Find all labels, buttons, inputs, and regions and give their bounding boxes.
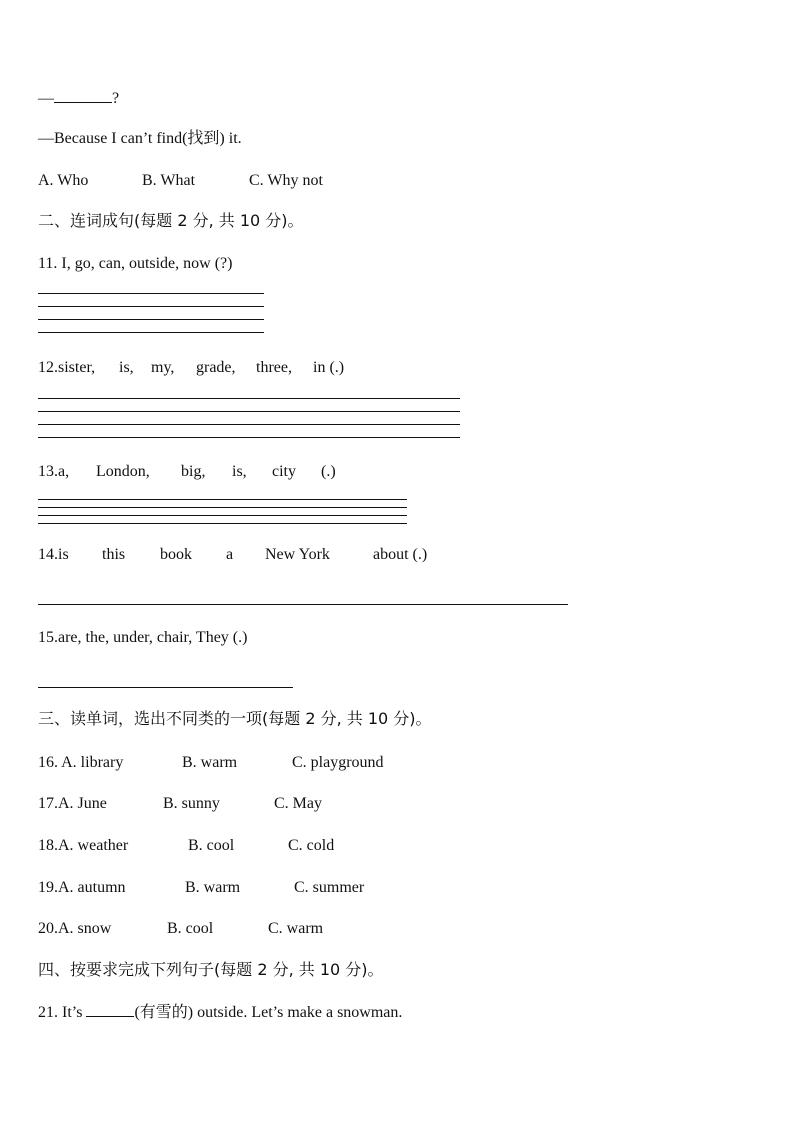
q11-number: 11.: [38, 255, 58, 272]
q10-prompt-line: [38, 88, 119, 109]
q14-word-5: New York: [265, 546, 330, 563]
q17-option-c[interactable]: C. May: [274, 795, 322, 812]
q14-answer-line[interactable]: [38, 604, 568, 605]
q19-option-c[interactable]: C. summer: [294, 879, 365, 896]
q11-prompt: [38, 254, 232, 274]
q10-option-a[interactable]: A. Who: [38, 172, 89, 189]
q18-option-a[interactable]: A. weather: [58, 837, 129, 854]
q17-option-b[interactable]: B. sunny: [163, 795, 220, 812]
q15-prompt: [38, 628, 247, 648]
q20-option-a[interactable]: A. snow: [58, 920, 112, 937]
q16-number-and-option-a: [38, 753, 123, 773]
q14-word-4: a: [226, 546, 234, 563]
q21-text-after: (有雪的) outside. Let’s make a snowman.: [134, 1004, 403, 1021]
q14-number-and-first-word: [38, 545, 69, 565]
answer-blank[interactable]: [54, 88, 112, 103]
question-mark: ?: [112, 90, 120, 107]
q10-option-b[interactable]: B. What: [142, 172, 196, 189]
q19-option-a[interactable]: A. autumn: [58, 879, 126, 896]
q18-option-c[interactable]: C. cold: [288, 837, 335, 854]
q12-number: 12.: [38, 359, 58, 376]
q13-word-3: big,: [181, 463, 206, 480]
q14-number: 14.: [38, 546, 58, 563]
q18-number: 18.: [38, 837, 58, 854]
q11-words: I, go, can, outside, now (?): [57, 255, 233, 272]
q12-word-5: three,: [256, 359, 292, 376]
q17-option-a[interactable]: A. June: [58, 795, 107, 812]
q12-number-and-first-word: [38, 358, 95, 378]
q17-number-and-option-a: [38, 794, 107, 814]
q16-option-c[interactable]: C. playground: [292, 754, 384, 771]
q13-answer-line-1[interactable]: [38, 499, 407, 500]
q12-word-3: my,: [151, 359, 175, 376]
q12-answer-line-2[interactable]: [38, 411, 460, 412]
q21-text-before: It’s: [58, 1004, 87, 1021]
section2-heading: 二、连词成句(每题 2 分, 共 10 分)。: [38, 211, 304, 230]
q13-answer-line-3[interactable]: [38, 515, 407, 516]
q12-answer-line-1[interactable]: [38, 398, 460, 399]
section4-heading: 四、按要求完成下列句子(每题 2 分, 共 10 分)。: [38, 960, 384, 979]
q20-number-and-option-a: [38, 919, 111, 939]
q17-number: 17.: [38, 795, 58, 812]
q21-sentence: [38, 1002, 402, 1023]
dash: —: [38, 90, 54, 107]
q19-number: 19.: [38, 879, 58, 896]
q14-word-1: is: [58, 546, 69, 563]
q15-words: are, the, under, chair, They (.): [58, 629, 248, 646]
q12-word-1: sister,: [58, 359, 96, 376]
q13-word-1: a,: [58, 463, 70, 480]
q14-word-3: book: [160, 546, 192, 563]
q20-number: 20.: [38, 920, 58, 937]
q11-answer-line-4[interactable]: [38, 332, 264, 333]
q16-option-b[interactable]: B. warm: [182, 754, 238, 771]
q21-number: 21.: [38, 1004, 58, 1021]
q18-number-and-option-a: [38, 836, 128, 856]
q21-answer-blank[interactable]: [86, 1002, 134, 1017]
q13-number: 13.: [38, 463, 58, 480]
q12-word-6: in (.): [313, 359, 345, 376]
q12-word-2: is,: [119, 359, 134, 376]
q19-number-and-option-a: [38, 878, 126, 898]
q16-number: 16.: [38, 754, 58, 771]
q13-answer-line-4[interactable]: [38, 523, 407, 524]
q18-option-b[interactable]: B. cool: [188, 837, 235, 854]
q13-word-4: is,: [232, 463, 247, 480]
q13-word-6: (.): [321, 463, 336, 480]
q11-answer-line-1[interactable]: [38, 293, 264, 294]
q14-word-2: this: [102, 546, 126, 563]
q20-option-b[interactable]: B. cool: [167, 920, 214, 937]
q12-word-4: grade,: [196, 359, 236, 376]
q12-answer-line-3[interactable]: [38, 424, 460, 425]
q11-answer-line-2[interactable]: [38, 306, 264, 307]
q12-answer-line-4[interactable]: [38, 437, 460, 438]
q20-option-c[interactable]: C. warm: [268, 920, 324, 937]
q11-answer-line-3[interactable]: [38, 319, 264, 320]
q14-word-6: about (.): [373, 546, 428, 563]
q15-answer-line[interactable]: [38, 687, 293, 688]
q13-word-2: London,: [96, 463, 150, 480]
q13-number-and-first-word: [38, 462, 69, 482]
q10-option-c[interactable]: C. Why not: [249, 172, 323, 189]
q16-option-a[interactable]: A. library: [58, 754, 124, 771]
q19-option-b[interactable]: B. warm: [185, 879, 241, 896]
q15-number: 15.: [38, 629, 58, 646]
q13-word-5: city: [272, 463, 296, 480]
q13-answer-line-2[interactable]: [38, 507, 407, 508]
q10-answer-line: —Because I can’t find(找到) it.: [38, 130, 242, 147]
section3-heading: 三、读单词，选出不同类的一项(每题 2 分, 共 10 分)。: [38, 709, 432, 728]
